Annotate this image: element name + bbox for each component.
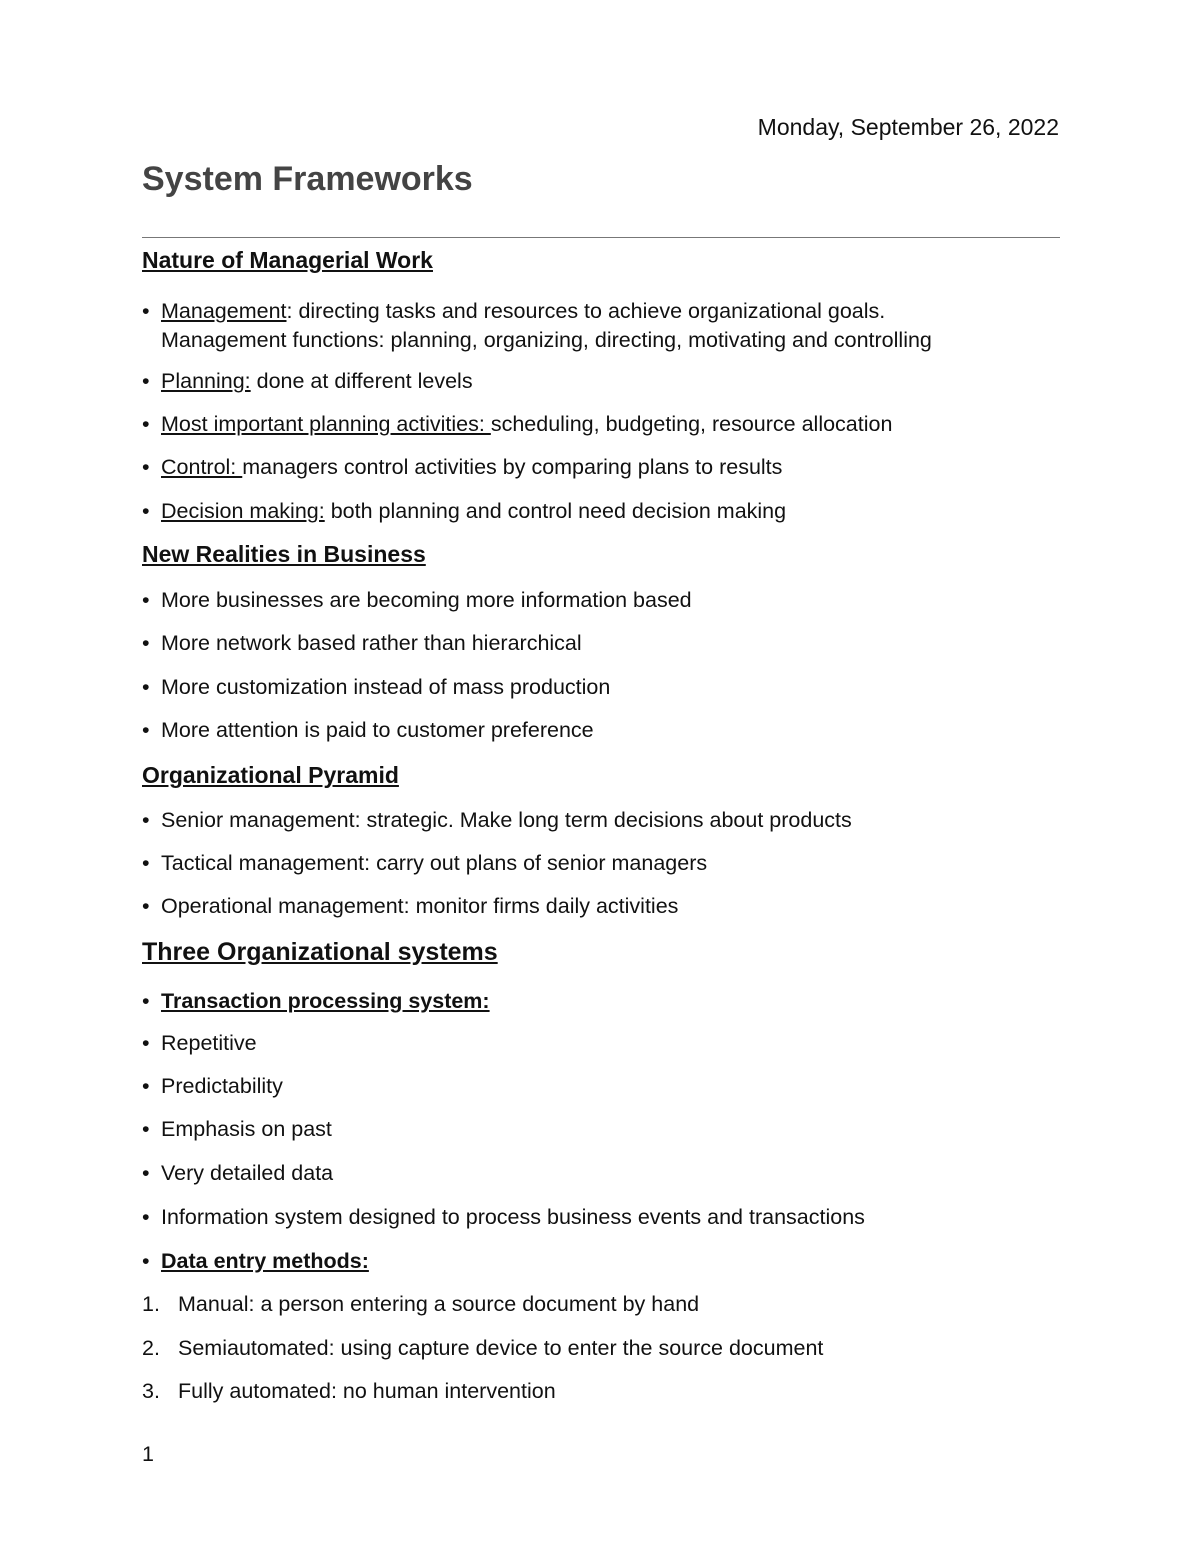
bullet: • bbox=[142, 1117, 150, 1141]
bullet: • bbox=[142, 1074, 150, 1098]
bullet: • bbox=[142, 588, 150, 612]
term: Management bbox=[161, 299, 287, 323]
item-text: Tactical management: carry out plans of senior managers bbox=[161, 851, 708, 875]
bullet: • bbox=[142, 808, 150, 832]
list-item bbox=[142, 1159, 333, 1188]
list-item bbox=[142, 1203, 865, 1232]
bullet: • bbox=[142, 1249, 150, 1273]
item-text: both planning and control need decision making bbox=[324, 499, 787, 523]
bullet: • bbox=[142, 499, 150, 523]
subheading-tps: Transaction processing system: bbox=[161, 989, 490, 1013]
item-text-continued: Management functions: planning, organizing, directing, motivating and controlling bbox=[161, 328, 932, 352]
item-text: More network based rather than hierarchical bbox=[161, 631, 582, 655]
page-title: System Frameworks bbox=[142, 160, 473, 198]
item-text: Fully automated: no human intervention bbox=[178, 1379, 556, 1403]
list-item bbox=[142, 849, 707, 878]
page-number: 1 bbox=[142, 1442, 154, 1466]
item-text: Semiautomated: using capture device to enter the source document bbox=[178, 1336, 824, 1360]
item-number: 2. bbox=[142, 1336, 160, 1360]
numbered-item bbox=[142, 1290, 699, 1319]
term: Control: bbox=[161, 455, 243, 479]
term: Most important planning activities: bbox=[161, 412, 491, 436]
bullet: • bbox=[142, 851, 150, 875]
title-divider bbox=[142, 237, 1060, 238]
list-item bbox=[142, 1072, 283, 1101]
list-item bbox=[142, 453, 782, 482]
item-text: More attention is paid to customer preference bbox=[161, 718, 594, 742]
numbered-item bbox=[142, 1334, 823, 1363]
date: Monday, September 26, 2022 bbox=[757, 114, 1059, 140]
list-item bbox=[142, 1115, 332, 1144]
list-item bbox=[142, 410, 892, 439]
item-text: managers control activities by comparing plans to results bbox=[242, 455, 783, 479]
section-heading-org-pyramid: Organizational Pyramid bbox=[142, 762, 399, 788]
item-text: Repetitive bbox=[161, 1031, 257, 1055]
list-item bbox=[142, 806, 852, 835]
list-item bbox=[142, 987, 490, 1016]
list-item bbox=[142, 367, 473, 396]
list-item bbox=[142, 673, 610, 702]
term: Decision making: bbox=[161, 499, 325, 523]
item-text: done at different levels bbox=[250, 369, 473, 393]
section-heading-new-realities: New Realities in Business bbox=[142, 541, 426, 567]
item-text: Information system designed to process business events and transactions bbox=[161, 1205, 865, 1229]
list-item bbox=[142, 1247, 369, 1276]
item-number: 1. bbox=[142, 1292, 160, 1316]
bullet: • bbox=[142, 299, 150, 323]
item-text: Manual: a person entering a source document by hand bbox=[178, 1292, 700, 1316]
subheading-data-entry: Data entry methods: bbox=[161, 1249, 369, 1273]
item-text: Senior management: strategic. Make long term decisions about products bbox=[161, 808, 852, 832]
bullet: • bbox=[142, 631, 150, 655]
item-number: 3. bbox=[142, 1379, 160, 1403]
bullet: • bbox=[142, 1031, 150, 1055]
list-item bbox=[142, 892, 678, 921]
section-heading-managerial-work: Nature of Managerial Work bbox=[142, 247, 433, 273]
item-text: Very detailed data bbox=[161, 1161, 334, 1185]
term: Planning: bbox=[161, 369, 251, 393]
item-text: More businesses are becoming more information based bbox=[161, 588, 692, 612]
list-item bbox=[142, 1029, 257, 1058]
list-item bbox=[142, 586, 692, 615]
bullet: • bbox=[142, 989, 150, 1013]
bullet: • bbox=[142, 718, 150, 742]
item-text: Predictability bbox=[161, 1074, 283, 1098]
bullet: • bbox=[142, 412, 150, 436]
list-item bbox=[142, 497, 786, 526]
list-item bbox=[142, 297, 932, 355]
bullet: • bbox=[142, 675, 150, 699]
bullet: • bbox=[142, 455, 150, 479]
list-item bbox=[142, 629, 582, 658]
bullet: • bbox=[142, 894, 150, 918]
bullet: • bbox=[142, 1161, 150, 1185]
item-text: Emphasis on past bbox=[161, 1117, 332, 1141]
item-text: Operational management: monitor firms daily activities bbox=[161, 894, 679, 918]
list-item bbox=[142, 716, 594, 745]
numbered-item bbox=[142, 1377, 556, 1406]
item-text: More customization instead of mass production bbox=[161, 675, 611, 699]
bullet: • bbox=[142, 1205, 150, 1229]
item-text: : directing tasks and resources to achieve organizational goals. bbox=[286, 299, 886, 323]
section-heading-three-systems: Three Organizational systems bbox=[142, 938, 498, 966]
bullet: • bbox=[142, 369, 150, 393]
item-text: scheduling, budgeting, resource allocation bbox=[490, 412, 893, 436]
